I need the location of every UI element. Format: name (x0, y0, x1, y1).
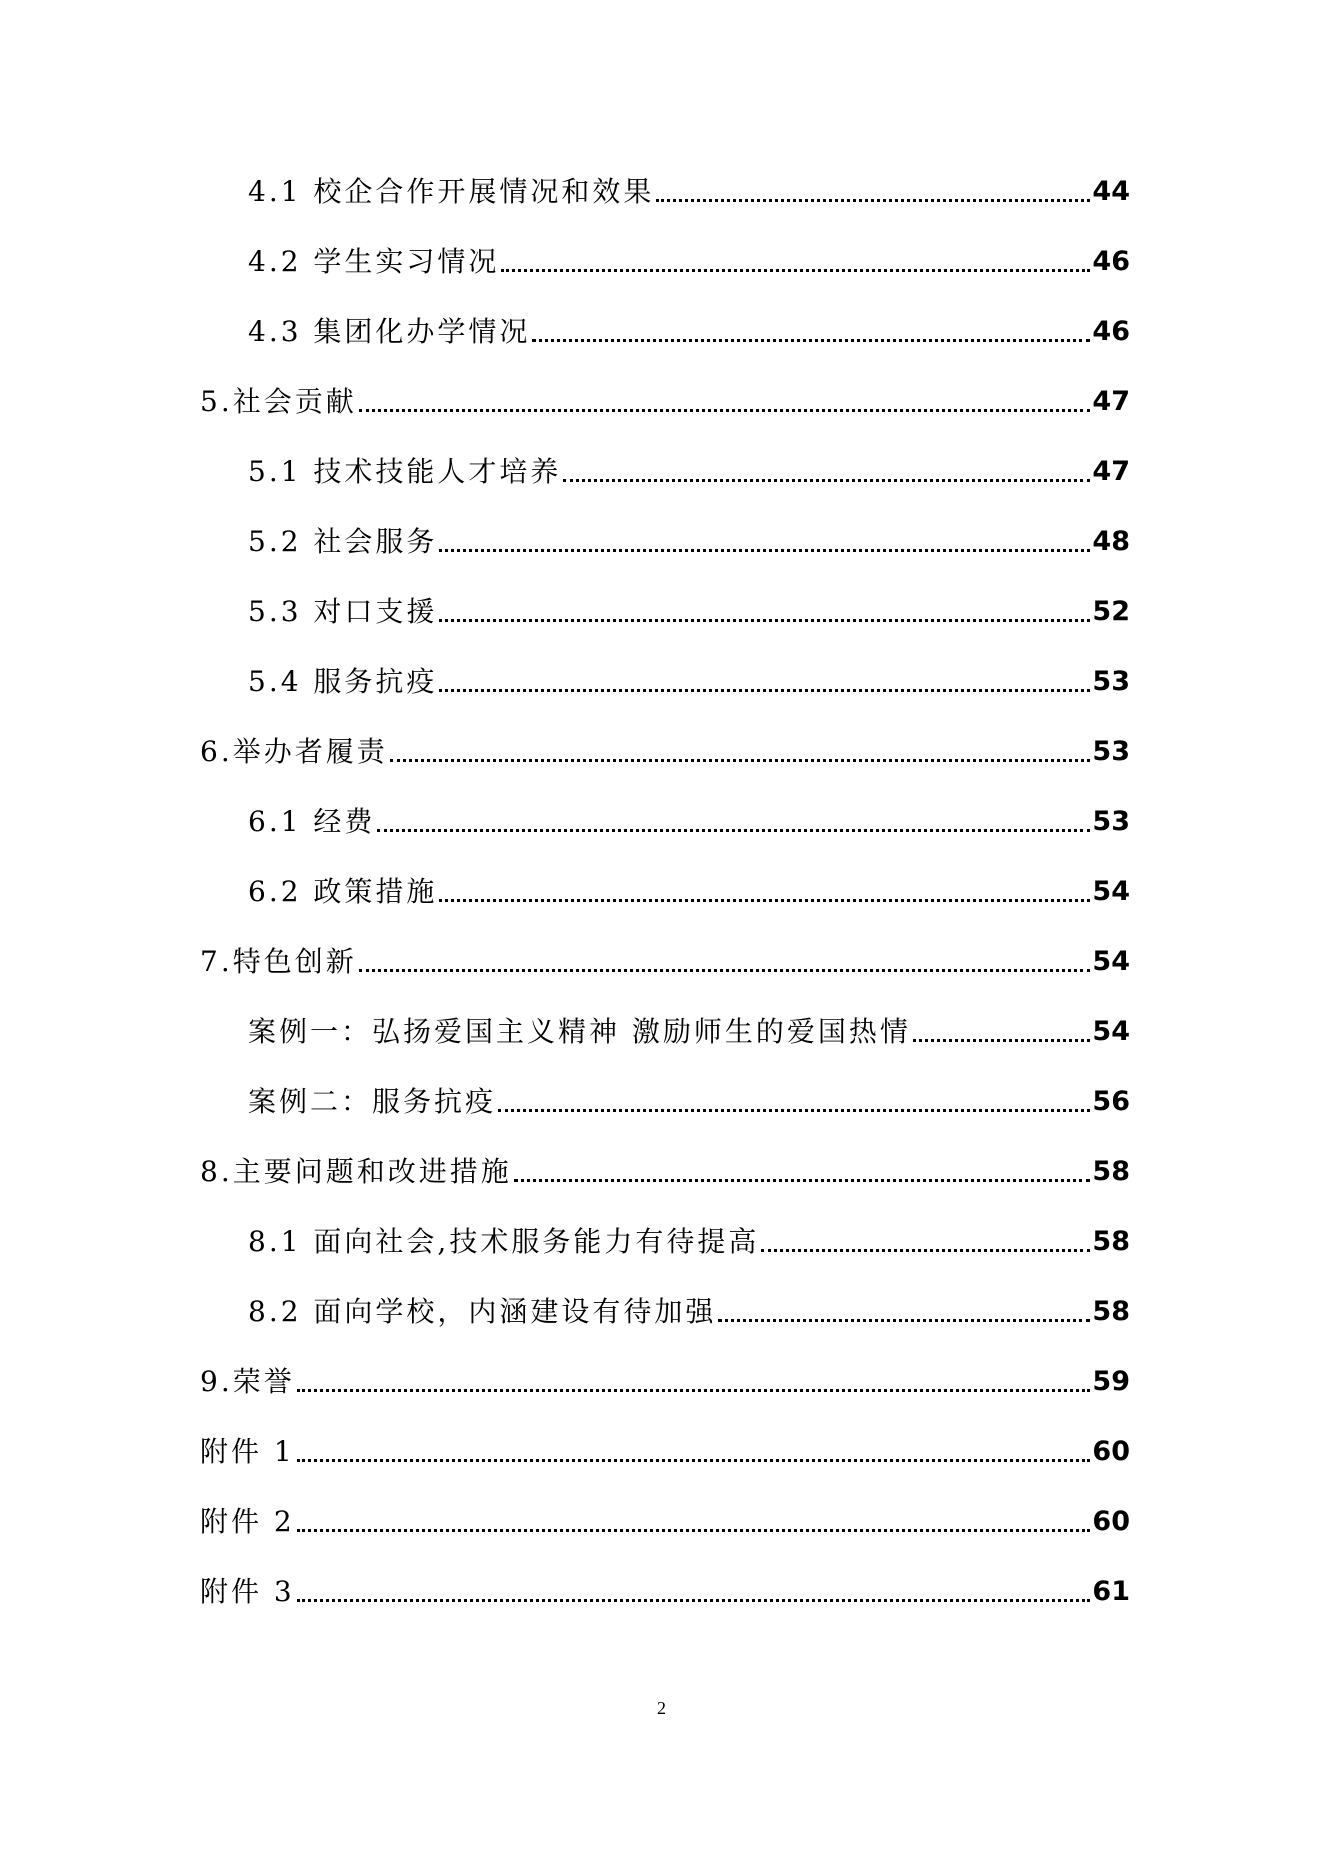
toc-entry-8-2[interactable] (248, 1292, 1130, 1332)
toc-dot-leader (359, 969, 1091, 972)
toc-entry-page: 53 (1092, 666, 1130, 697)
page-number: 2 (657, 1698, 666, 1718)
toc-entry-case-2[interactable] (248, 1082, 1130, 1122)
toc-dot-leader (439, 899, 1090, 902)
toc-entry-page: 46 (1092, 246, 1130, 277)
toc-entry-6[interactable] (200, 732, 1130, 772)
toc-entry-6-2[interactable] (248, 872, 1130, 912)
toc-entry-title: 5.3 对口支援 (248, 595, 438, 628)
toc-entry-title: 6.1 经费 (248, 805, 376, 838)
toc-entry-title: 6.2 政策措施 (248, 875, 438, 908)
toc-entry-4-3[interactable] (248, 312, 1130, 352)
toc-entry-title: 5.4 服务抗疫 (248, 665, 438, 698)
toc-entry-5[interactable] (200, 382, 1130, 422)
toc-entry-title: 8.主要问题和改进措施 (200, 1155, 512, 1188)
toc-entry-page: 46 (1092, 316, 1130, 347)
toc-dot-leader (359, 409, 1091, 412)
toc-entry-title: 案例一：弘扬爱国主义精神 激励师生的爱国热情 (248, 1015, 911, 1048)
toc-entry-appendix-2[interactable] (200, 1502, 1130, 1542)
toc-dot-leader (297, 1529, 1091, 1532)
toc-entry-4-2[interactable] (248, 242, 1130, 282)
toc-dot-leader (390, 759, 1091, 762)
toc-dot-leader (498, 1109, 1090, 1112)
toc-entry-page: 52 (1092, 596, 1130, 627)
toc-entry-page: 58 (1092, 1226, 1130, 1257)
toc-entry-page: 54 (1092, 946, 1130, 977)
toc-entry-5-4[interactable] (248, 662, 1130, 702)
toc-dot-leader (718, 1319, 1090, 1322)
toc-entry-8-1[interactable] (248, 1222, 1130, 1262)
toc-entry-page: 60 (1092, 1506, 1130, 1537)
toc-entry-title: 9.荣誉 (200, 1365, 295, 1398)
toc-entry-5-2[interactable] (248, 522, 1130, 562)
toc-entry-title: 4.1 校企合作开展情况和效果 (248, 175, 655, 208)
toc-entry-appendix-1[interactable] (200, 1432, 1130, 1472)
toc-entry-page: 53 (1092, 736, 1130, 767)
toc-entry-page: 47 (1092, 386, 1130, 417)
toc-dot-leader (532, 339, 1090, 342)
toc-entry-page: 47 (1092, 456, 1130, 487)
toc-dot-leader (439, 549, 1090, 552)
toc-entry-9[interactable] (200, 1362, 1130, 1402)
toc-entry-case-1[interactable] (248, 1012, 1130, 1052)
toc-entry-title: 5.2 社会服务 (248, 525, 438, 558)
toc-entry-page: 54 (1092, 876, 1130, 907)
toc-entry-title: 6.举办者履责 (200, 735, 388, 768)
toc-dot-leader (439, 619, 1090, 622)
toc-dot-leader (377, 829, 1090, 832)
toc-entry-5-3[interactable] (248, 592, 1130, 632)
toc-entry-7[interactable] (200, 942, 1130, 982)
toc-entry-page: 54 (1092, 1016, 1130, 1047)
toc-entry-page: 58 (1092, 1156, 1130, 1187)
toc-dot-leader (656, 199, 1090, 202)
toc-entry-appendix-3[interactable] (200, 1572, 1130, 1612)
toc-dot-leader (501, 269, 1090, 272)
toc-entry-title: 附件 3 (200, 1575, 295, 1608)
toc-entry-title: 8.1 面向社会,技术服务能力有待提高 (248, 1225, 760, 1258)
toc-dot-leader (913, 1039, 1091, 1042)
toc-entry-title: 4.3 集团化办学情况 (248, 315, 531, 348)
toc-dot-leader (297, 1599, 1091, 1602)
toc-entry-page: 48 (1092, 526, 1130, 557)
toc-entry-page: 61 (1092, 1576, 1130, 1607)
toc-entry-title: 附件 2 (200, 1505, 295, 1538)
toc-dot-leader (761, 1249, 1090, 1252)
toc-entry-page: 53 (1092, 806, 1130, 837)
toc-entry-page: 44 (1092, 176, 1130, 207)
toc-dot-leader (563, 479, 1090, 482)
toc-entry-8[interactable] (200, 1152, 1130, 1192)
toc-entry-page: 59 (1092, 1366, 1130, 1397)
toc-entry-4-1[interactable] (248, 172, 1130, 212)
toc-entry-page: 60 (1092, 1436, 1130, 1467)
toc-dot-leader (439, 689, 1090, 692)
toc-entry-5-1[interactable] (248, 452, 1130, 492)
toc-entry-6-1[interactable] (248, 802, 1130, 842)
toc-entry-title: 7.特色创新 (200, 945, 357, 978)
toc-entry-title: 5.社会贡献 (200, 385, 357, 418)
toc-entry-title: 8.2 面向学校，内涵建设有待加强 (248, 1295, 717, 1328)
toc-entry-title: 附件 1 (200, 1435, 295, 1468)
toc-entry-title: 5.1 技术技能人才培养 (248, 455, 562, 488)
toc-entry-title: 案例二：服务抗疫 (248, 1085, 497, 1118)
toc-dot-leader (514, 1179, 1091, 1182)
toc-entry-page: 56 (1092, 1086, 1130, 1117)
toc-dot-leader (297, 1459, 1091, 1462)
toc-dot-leader (297, 1389, 1091, 1392)
toc-entry-page: 58 (1092, 1296, 1130, 1327)
toc-entry-title: 4.2 学生实习情况 (248, 245, 500, 278)
